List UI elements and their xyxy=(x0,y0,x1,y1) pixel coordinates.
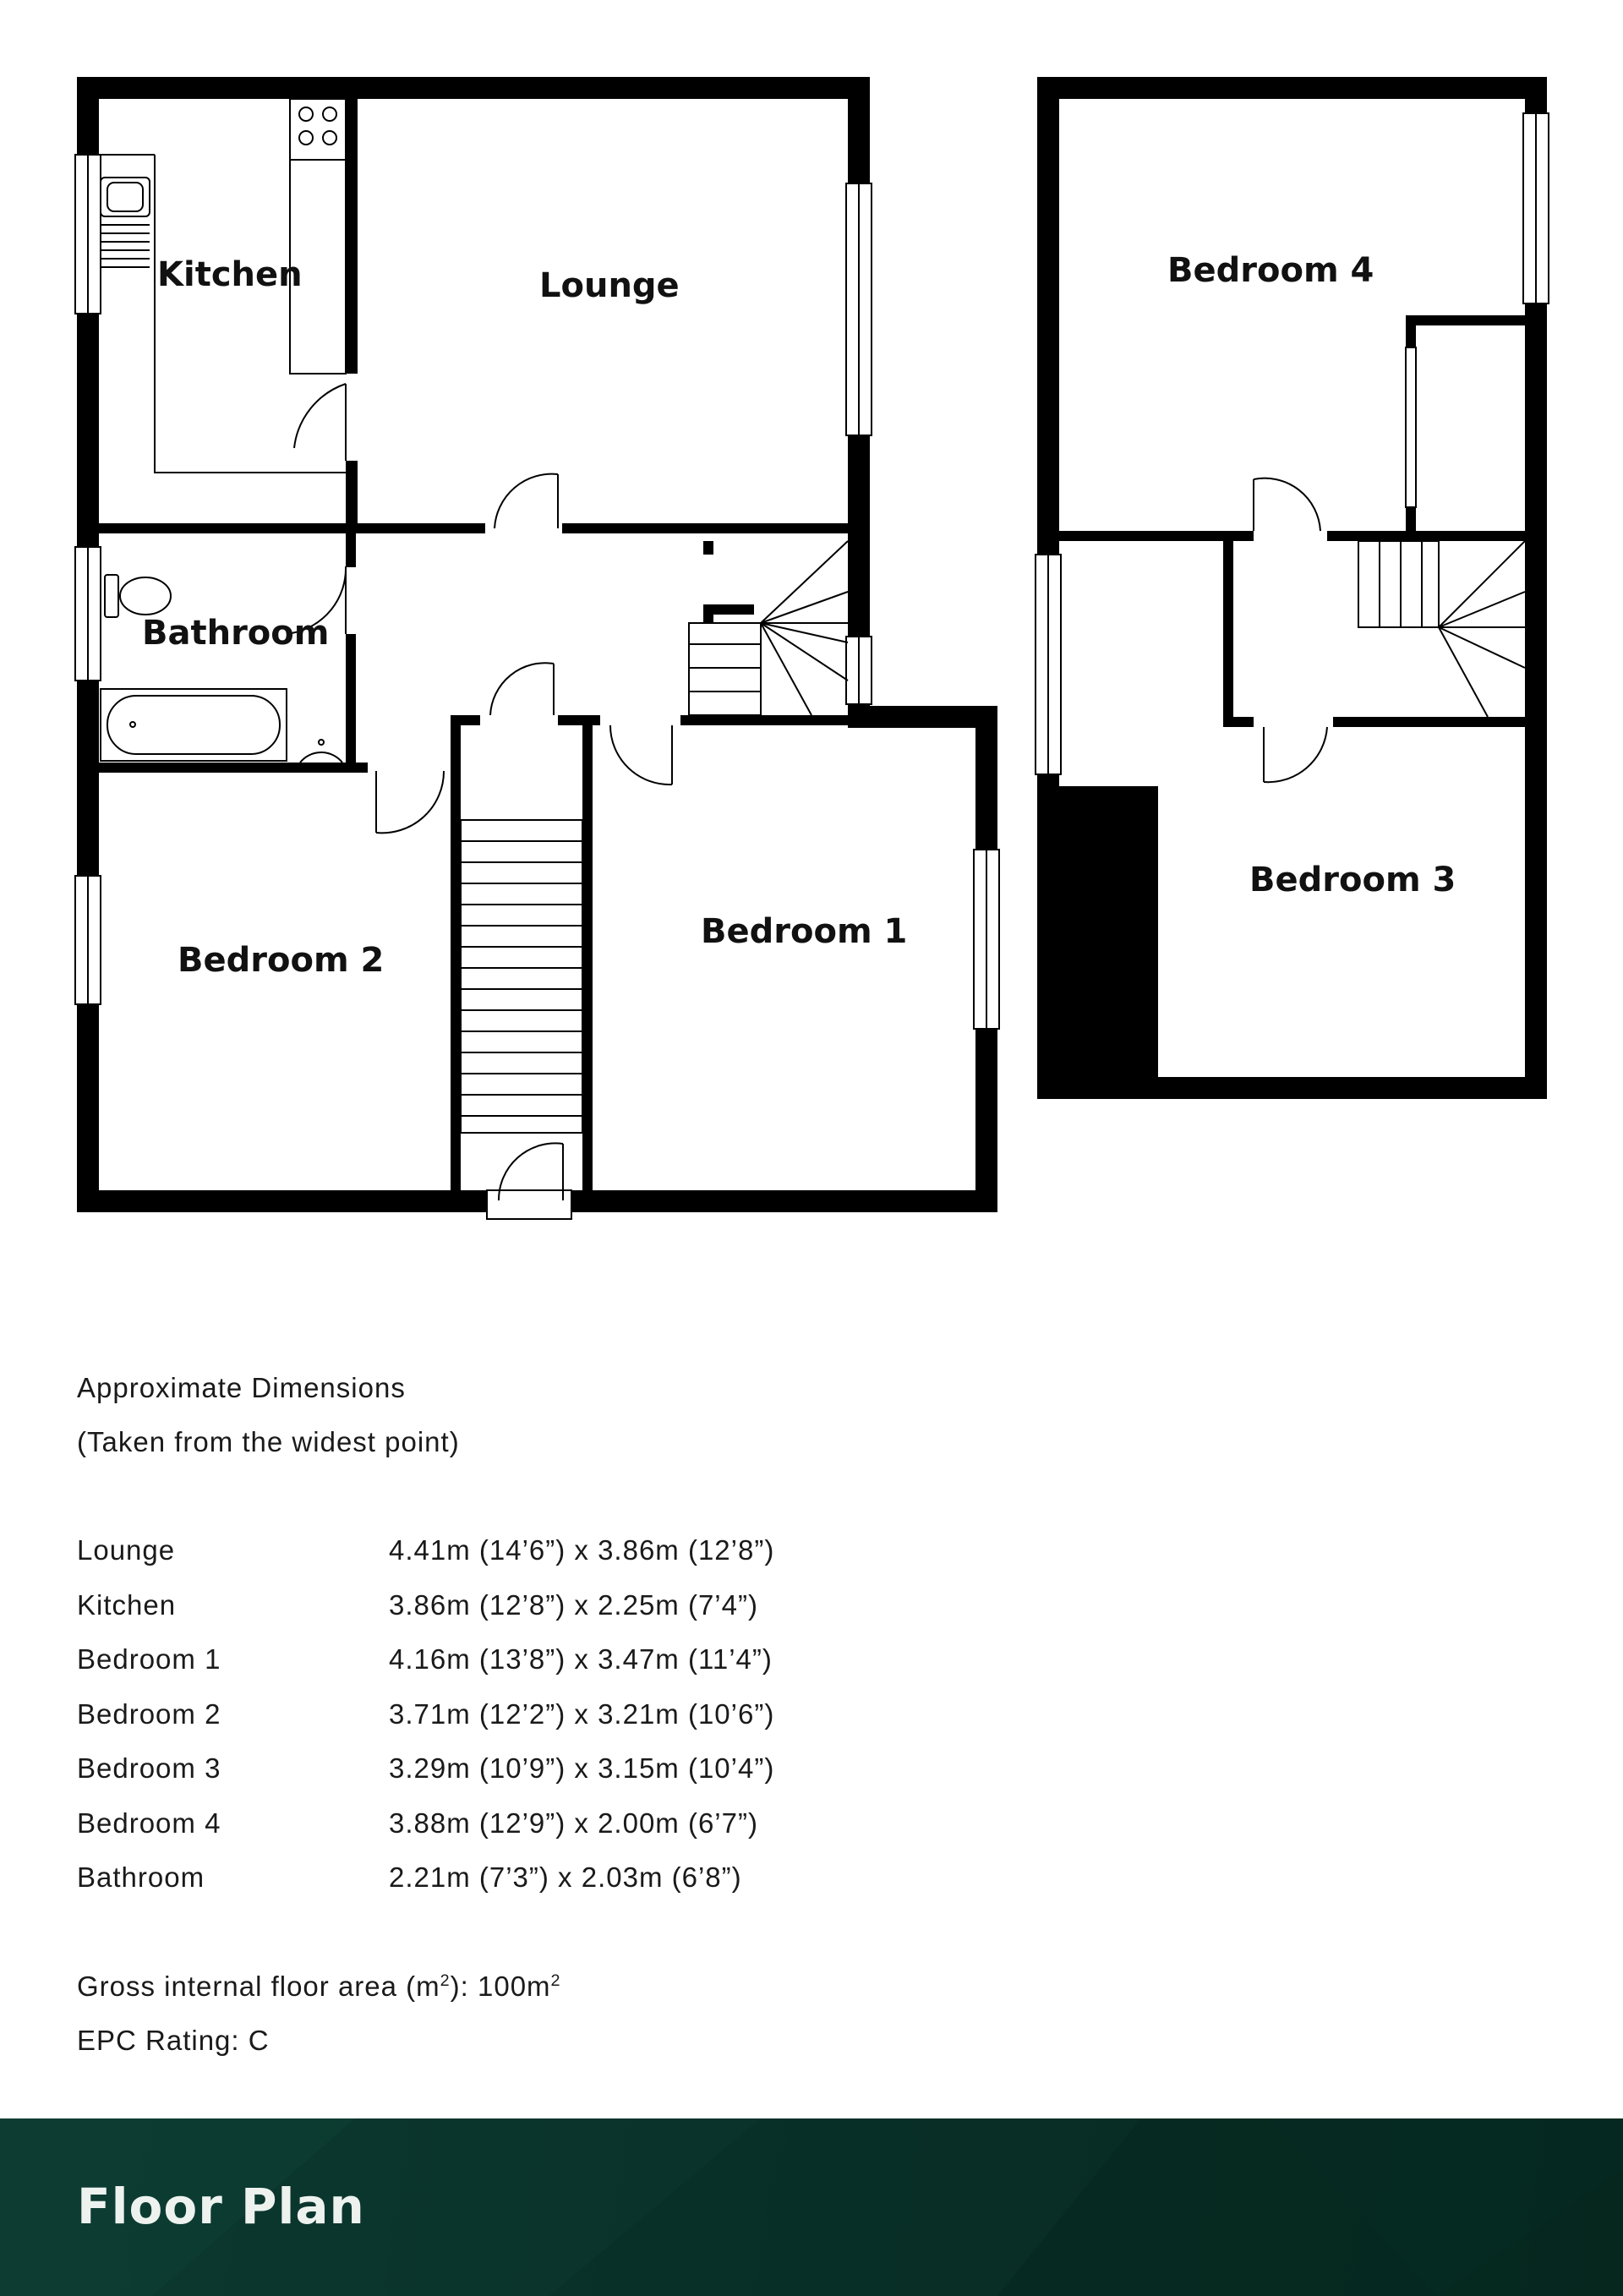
door-bedroom1 xyxy=(610,725,672,784)
window-bedroom3 xyxy=(1036,555,1061,774)
dimension-size: 2.21m (7’3”) x 2.03m (6’8”) xyxy=(389,1861,742,1893)
dimension-row xyxy=(77,1850,1091,1905)
wall-bed4-cupboard-top xyxy=(1406,315,1525,325)
dimension-row xyxy=(77,1578,1091,1633)
window-kitchen xyxy=(75,155,101,314)
toilet-icon xyxy=(105,575,171,617)
cupboard-doors xyxy=(1406,347,1416,507)
first-floor xyxy=(1036,77,1549,1099)
stairs-winder xyxy=(689,541,848,715)
wall-kitchen-bath xyxy=(99,523,358,533)
wall-kitchen-lounge xyxy=(346,99,358,374)
outer-wall-top-f1 xyxy=(1037,77,1547,99)
gross-area-prefix: Gross internal floor area (m xyxy=(77,1970,440,2002)
dimension-room: Bedroom 2 xyxy=(77,1697,221,1730)
gross-area-sup-1: 2 xyxy=(440,1971,451,1990)
window-lounge xyxy=(846,183,872,435)
basin-icon xyxy=(300,740,342,763)
dimension-size: 4.16m (13’8”) x 3.47m (11’4”) xyxy=(389,1643,773,1675)
wall-lounge-hall-a xyxy=(346,523,485,533)
sink-icon xyxy=(101,178,150,267)
chimney-block xyxy=(1059,786,1158,1077)
dimension-room: Kitchen xyxy=(77,1588,177,1621)
wall-bed1-top-b xyxy=(680,715,850,725)
door-bedroom3 xyxy=(1264,727,1327,782)
footer-title: Floor Plan xyxy=(77,2178,365,2235)
window-bathroom xyxy=(75,547,101,681)
wall-bath-hall-a xyxy=(346,533,356,567)
stairs-upper xyxy=(1358,541,1525,717)
dimension-size: 3.71m (12’2”) x 3.21m (10’6”) xyxy=(389,1697,775,1730)
wall-landing-left xyxy=(1223,531,1233,727)
wall-bed1-top-a xyxy=(582,715,599,725)
dimension-room: Bedroom 1 xyxy=(77,1643,221,1675)
window-bedroom2 xyxy=(75,876,101,1004)
footer-band xyxy=(0,2118,1623,2296)
door-front xyxy=(487,1143,571,1219)
wall-bath-bed2 xyxy=(99,763,368,773)
epc-rating: EPC Rating: C xyxy=(77,2024,270,2056)
window-bedroom4 xyxy=(1523,113,1549,303)
dimension-row xyxy=(77,1523,1091,1578)
area-summary xyxy=(77,1960,1091,2068)
wall-bed4-landing-b xyxy=(1327,531,1525,541)
dimension-room: Bathroom xyxy=(77,1861,205,1893)
gross-area xyxy=(77,1960,1091,2014)
wall-lounge-hall-b xyxy=(562,523,848,533)
wall-bed4-cupboard-side xyxy=(1406,315,1416,347)
wall-stair-left xyxy=(451,715,461,1190)
room-label-kitchen: Kitchen xyxy=(157,255,303,294)
window-landing xyxy=(846,637,872,704)
outer-wall-bottom-f1 xyxy=(1037,1077,1547,1099)
dimension-size: 4.41m (14’6”) x 3.86m (12’8”) xyxy=(389,1534,775,1566)
dimension-room: Bedroom 4 xyxy=(77,1807,221,1839)
dimensions-subheading: (Taken from the widest point) xyxy=(77,1426,460,1457)
gross-area-sup-2: 2 xyxy=(550,1971,561,1990)
door-lounge xyxy=(495,474,558,528)
outer-wall-bottom-right xyxy=(571,1190,997,1212)
outer-wall-top xyxy=(77,77,869,99)
door-kitchen xyxy=(294,384,346,461)
window-bedroom1 xyxy=(974,850,999,1029)
wall-hall-stub-a xyxy=(703,541,713,555)
room-label-lounge: Lounge xyxy=(539,266,680,305)
door-bedroom2 xyxy=(376,771,444,833)
dimension-size: 3.29m (10’9”) x 3.15m (10’4”) xyxy=(389,1752,775,1784)
dimension-room: Bedroom 3 xyxy=(77,1752,221,1784)
dimension-size: 3.86m (12’8”) x 2.25m (7’4”) xyxy=(389,1588,758,1621)
room-label-bedroom3: Bedroom 3 xyxy=(1249,861,1456,899)
dimension-row xyxy=(77,1687,1091,1742)
door-bedroom4 xyxy=(1254,478,1320,531)
gross-area-value: ): 100m xyxy=(450,1970,551,2002)
dimension-room: Lounge xyxy=(77,1534,176,1566)
wall-bed3-top-b xyxy=(1333,717,1525,727)
room-label-bathroom: Bathroom xyxy=(142,614,330,653)
dimension-row xyxy=(77,1632,1091,1687)
hob-icon xyxy=(290,99,346,160)
room-label-bedroom2: Bedroom 2 xyxy=(178,941,385,980)
wall-kitchen-lounge-low xyxy=(346,461,358,528)
outer-wall-bottom-left xyxy=(77,1190,487,1212)
stairs-main xyxy=(461,820,582,1133)
wall-bath-hall-b xyxy=(346,634,356,771)
dimension-size: 3.88m (12’9”) x 2.00m (6’7”) xyxy=(389,1807,758,1839)
door-stairs xyxy=(490,663,554,715)
dimension-row xyxy=(77,1741,1091,1796)
bath-icon xyxy=(101,689,287,761)
wall-stair-right xyxy=(582,715,593,1190)
dimensions-section xyxy=(77,1361,1091,2068)
dimensions-table xyxy=(77,1523,1091,1905)
room-label-bedroom1: Bedroom 1 xyxy=(701,912,908,951)
wall-bed3-top-a xyxy=(1223,717,1254,727)
dimensions-heading: Approximate Dimensions xyxy=(77,1372,406,1403)
dimension-row xyxy=(77,1796,1091,1851)
room-label-bedroom4: Bedroom 4 xyxy=(1167,251,1374,290)
wall-hall-stub-c xyxy=(703,604,713,623)
outer-wall-step xyxy=(848,706,997,728)
